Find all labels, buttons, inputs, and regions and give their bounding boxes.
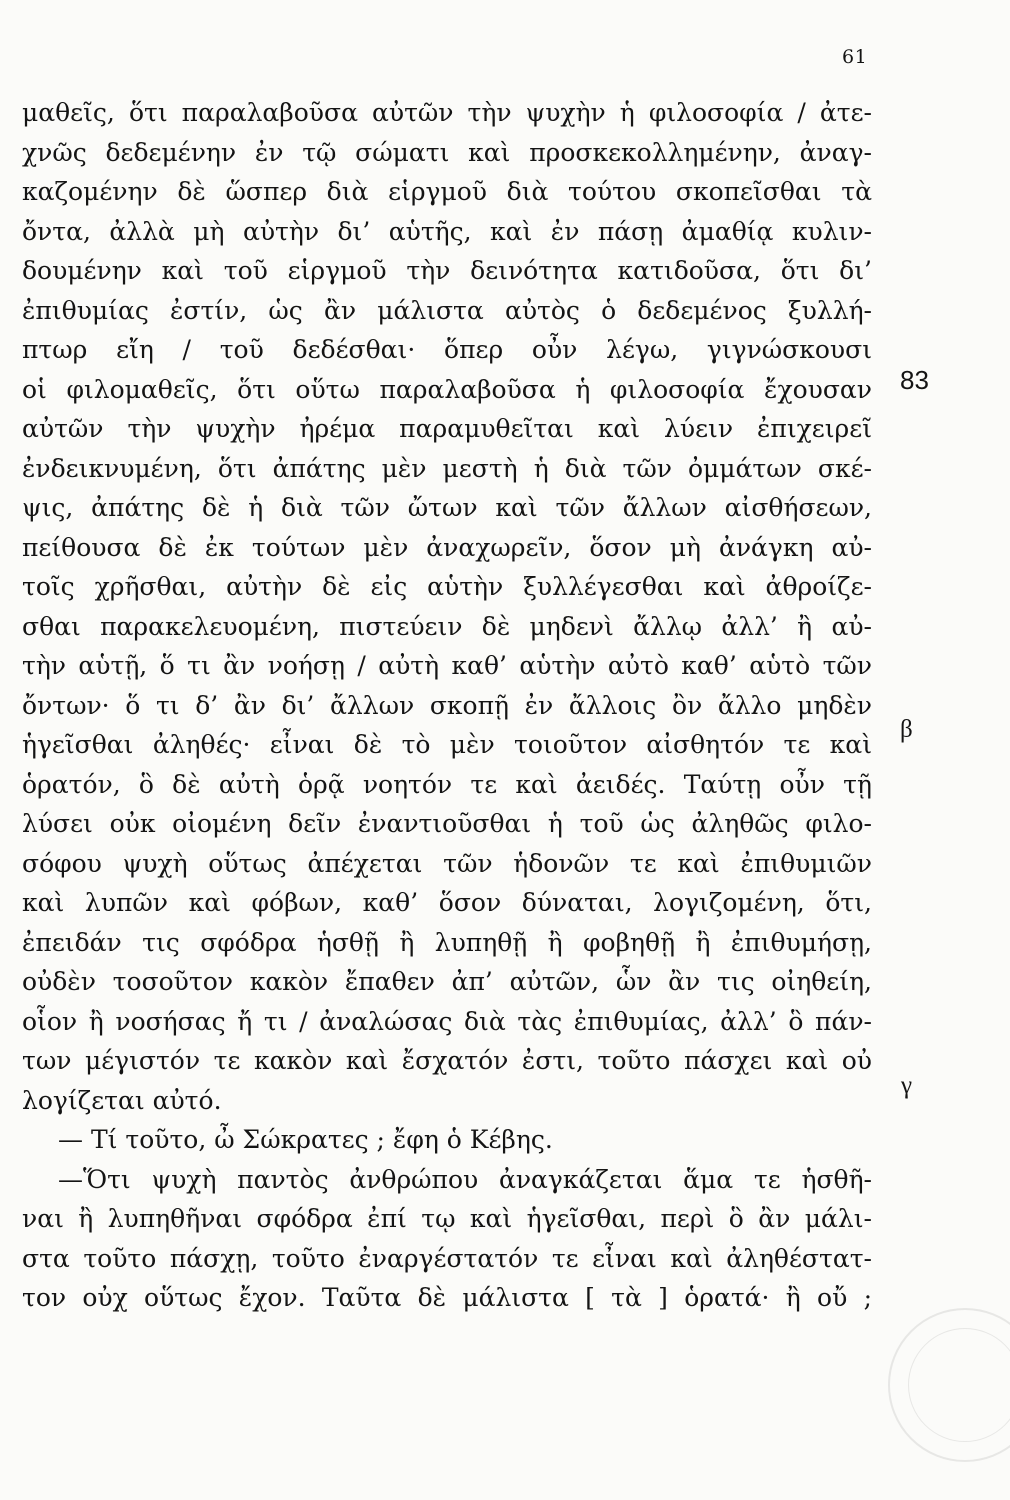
margin-section-beta: β xyxy=(900,716,913,743)
text-line: των μέγιστόν τε κακὸν καὶ ἔσχατόν ἐστι, τοῦτο πάσχει καὶ οὐ xyxy=(22,1046,872,1075)
text-line: ὄντων· ὅ τι δ’ ἂν δι’ ἄλλων σκοπῇ ἐν ἄλλοις ὂν ἄλλο μηδὲν xyxy=(22,690,872,720)
text-line: δουμένην καὶ τοῦ εἱργμοῦ τὴν δεινότητα κατιδοῦσα, ὅτι δι’ xyxy=(22,256,872,285)
text-line: ἐπειδάν τις σφόδρα ἡσθῇ ἢ λυπηθῇ ἢ φοβηθῇ ἢ ἐπιθυμήσῃ, xyxy=(22,927,872,957)
text-line: οὐδὲν τοσοῦτον κακὸν ἔπαθεν ἀπ’ αὐτῶν, ὧν ἂν τις οἰηθείη, xyxy=(22,967,872,996)
text-line: τον οὐχ οὕτως ἔχον. Ταῦτα δὲ μάλιστα [ τὰ ] ὁρατά· ἢ οὔ ; xyxy=(22,1283,872,1312)
text-line: χνῶς δεδεμένην ἐν τῷ σώματι καὶ προσκεκολλημένην, ἀναγ- xyxy=(22,137,872,167)
dialogue-line: — Τί τοῦτο, ὦ Σώκρατες ; ἔφη ὁ Κέβης. xyxy=(58,1125,553,1154)
text-line: ἐνδεικνυμένη, ὅτι ἀπάτης μὲν μεστὴ ἡ διὰ τῶν ὀμμάτων σκέ- xyxy=(22,453,872,483)
text-line: ψις, ἀπάτης δὲ ἡ διὰ τῶν ὤτων καὶ τῶν ἄλλων αἰσθήσεων, xyxy=(22,493,872,522)
text-line: ἐπιθυμίας ἐστίν, ὡς ἂν μάλιστα αὐτὸς ὁ δεδεμένος ξυλλή- xyxy=(22,295,872,325)
text-line: οἱ φιλομαθεῖς, ὅτι οὕτω παραλαβοῦσα ἡ φιλοσοφία ἔχουσαν xyxy=(22,374,872,404)
dialogue-line: —Ὅτι ψυχὴ παντὸς ἀνθρώπου ἀναγκάζεται ἅμα τε ἡσθῆ- xyxy=(58,1164,872,1194)
text-line: ὁρατόν, ὃ δὲ αὐτὴ ὁρᾷ νοητόν τε καὶ ἀειδές. Ταύτῃ οὖν τῇ xyxy=(22,769,872,799)
text-line: καὶ λυπῶν καὶ φόβων, καθ’ ὅσον δύναται, λογιζομένη, ὅτι, xyxy=(22,888,872,917)
margin-section-gamma: γ xyxy=(901,1072,913,1099)
text-line: τὴν αὑτῇ, ὅ τι ἂν νοήσῃ / αὐτὴ καθ’ αὑτὴν αὐτὸ καθ’ αὑτὸ τῶν xyxy=(22,651,872,680)
margin-stephanus-number: 83 xyxy=(900,365,929,395)
page-number: 61 xyxy=(842,46,868,68)
text-line: ναι ἢ λυπηθῆναι σφόδρα ἐπί τῳ καὶ ἡγεῖσθαι, περὶ ὃ ἂν μάλι- xyxy=(22,1204,872,1233)
text-line: οἷον ἢ νοσήσας ἤ τι / ἀναλώσας διὰ τὰς ἐπιθυμίας, ἀλλ’ ὃ πάν- xyxy=(22,1006,872,1036)
text-line: λογίζεται αὐτό. xyxy=(22,1085,222,1115)
text-line: λύσει οὐκ οἰομένη δεῖν ἐναντιοῦσθαι ἡ τοῦ ὡς ἀληθῶς φιλο- xyxy=(22,809,872,838)
text-line: καζομένην δὲ ὥσπερ διὰ εἱργμοῦ διὰ τούτου σκοπεῖσθαι τὰ xyxy=(22,177,872,206)
text-line: μαθεῖς, ὅτι παραλαβοῦσα αὐτῶν τὴν ψυχὴν ἡ φιλοσοφία / ἀτε- xyxy=(22,98,872,127)
text-line: σόφου ψυχὴ οὕτως ἀπέχεται τῶν ἡδονῶν τε καὶ ἐπιθυμιῶν xyxy=(22,848,872,878)
text-line: ὄντα, ἀλλὰ μὴ αὐτὴν δι’ αὑτῆς, καὶ ἐν πάσῃ ἀμαθίᾳ κυλιν- xyxy=(22,216,872,246)
library-stamp-seal xyxy=(888,1308,1010,1462)
greek-text-body xyxy=(22,93,872,1318)
text-line: ἡγεῖσθαι ἀληθές· εἶναι δὲ τὸ μὲν τοιοῦτον αἰσθητόν τε καὶ xyxy=(22,730,872,759)
text-line: αὐτῶν τὴν ψυχὴν ἠρέμα παραμυθεῖται καὶ λύειν ἐπιχειρεῖ xyxy=(22,414,872,443)
text-line: τοῖς χρῆσθαι, αὐτὴν δὲ εἰς αὑτὴν ξυλλέγεσθαι καὶ ἀθροίζε- xyxy=(22,572,872,601)
text-line: σθαι παρακελευομένη, πιστεύειν δὲ μηδενὶ ἄλλῳ ἀλλ’ ἢ αὐ- xyxy=(22,611,872,641)
text-line: στα τοῦτο πάσχῃ, τοῦτο ἐναργέστατόν τε εἶναι καὶ ἀληθέστατ- xyxy=(22,1243,872,1273)
text-line: πείθουσα δὲ ἐκ τούτων μὲν ἀναχωρεῖν, ὅσον μὴ ἀνάγκη αὐ- xyxy=(22,532,872,562)
text-line: πτωρ εἴη / τοῦ δεδέσθαι· ὅπερ οὖν λέγω, γιγνώσκουσι xyxy=(22,335,872,364)
